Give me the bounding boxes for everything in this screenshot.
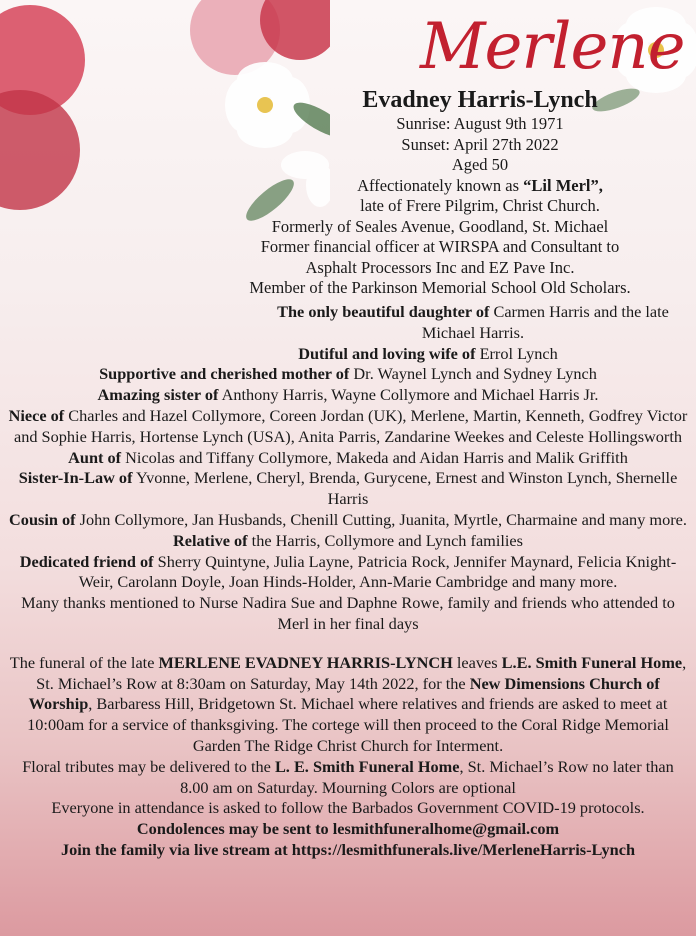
header-block — [249, 86, 680, 299]
known-as: Affectionately known as “Lil Merl”, — [357, 175, 603, 195]
sunset-date: Sunset: April 27th 2022 — [401, 134, 559, 154]
relation-mother: Supportive and cherished mother of Dr. Waynel Lynch and Sydney Lynch — [99, 364, 597, 384]
covid-notice: Everyone in attendance is asked to follow the Barbados Government COVID-19 protocols. — [51, 798, 645, 818]
relation-daughter: The only beautiful daughter of Carmen Harris and the late Michael Harris. — [277, 302, 669, 342]
formerly-of: Formerly of Seales Avenue, Goodland, St. Michael — [271, 216, 609, 236]
occupation-line-1: Former financial officer at WIRSPA and Consultant to — [260, 237, 620, 256]
thanks-note: Many thanks mentioned to Nurse Nadira Sue and Daphne Rowe, family and friends who attended to Merl in her final days — [21, 593, 675, 633]
sunrise-date: Sunrise: August 9th 1971 — [396, 114, 564, 133]
relation-aunt: Aunt of Nicolas and Tiffany Collymore, Makeda and Aidan Harris and Malik Griffith — [68, 447, 628, 467]
condolences-email[interactable]: Condolences may be sent to lesmithfuneralhome@gmail.com — [136, 819, 560, 839]
relation-relative: Relative of the Harris, Collymore and Lynch families — [173, 530, 523, 550]
funeral-details: The funeral of the late MERLENE EVADNEY HARRIS-LYNCH leaves L.E. Smith Funeral Home, St. Michael’s Row at 8:30am on Saturday, May 14th 2022, for the New Dimensions Church of Worship, Barbaress Hill, Bridgetown St. Michael where relatives and friends are asked to meet at 10:00am for a service of thanksgiving. The cortege will then proceed to the Coral Ridge Memorial Garden The Ridge Christ Church for Interment. — [9, 652, 687, 755]
occupation-line-2: Asphalt Processors Inc and EZ Pave Inc. — [305, 257, 575, 277]
membership: Member of the Parkinson Memorial School Old Scholars. — [249, 278, 631, 297]
relation-sister: Amazing sister of Anthony Harris, Wayne Collymore and Michael Harris Jr. — [97, 385, 599, 405]
floral-tributes: Floral tributes may be delivered to the L. E. Smith Funeral Home, St. Michael’s Row no later than 8.00 am on Saturday. Mourning Colors are optional — [22, 756, 674, 797]
relation-cousin: Cousin of John Collymore, Jan Husbands, Chenill Cutting, Juanita, Myrtle, Charmaine and many more. — [9, 509, 687, 529]
relation-wife: Dutiful and loving wife of Errol Lynch — [298, 343, 558, 363]
age: Aged 50 — [451, 155, 509, 174]
relation-friend: Dedicated friend of Sherry Quintyne, Julia Layne, Patricia Rock, Jennifer Maynard, Felicia Knight-Weir, Carolann Doyle, Joan Hinds-Holder, Ann-Marie Cambridge and many more. — [19, 551, 677, 592]
obituary-body — [6, 302, 690, 861]
livestream-link[interactable]: Join the family via live stream at https://lesmithfunerals.live/MerleneHarris-Lynch — [61, 839, 635, 859]
late-of: late of Frere Pilgrim, Christ Church. — [360, 196, 600, 215]
relation-niece: Niece of Charles and Hazel Collymore, Coreen Jordan (UK), Merlene, Martin, Kenneth, Godfrey Victor and Sophie Harris, Hortense Lynch (USA), Anita Parris, Zandarine Weekes and Celeste Hollingsworth — [8, 405, 688, 446]
first-name-script: Merlene — [420, 10, 685, 84]
full-name: Evadney Harris-Lynch — [362, 87, 598, 113]
relation-sister-in-law: Sister-In-Law of Yvonne, Merlene, Cheryl, Brenda, Gurycene, Ernest and Winston Lynch, Shernelle Harris — [18, 468, 678, 509]
